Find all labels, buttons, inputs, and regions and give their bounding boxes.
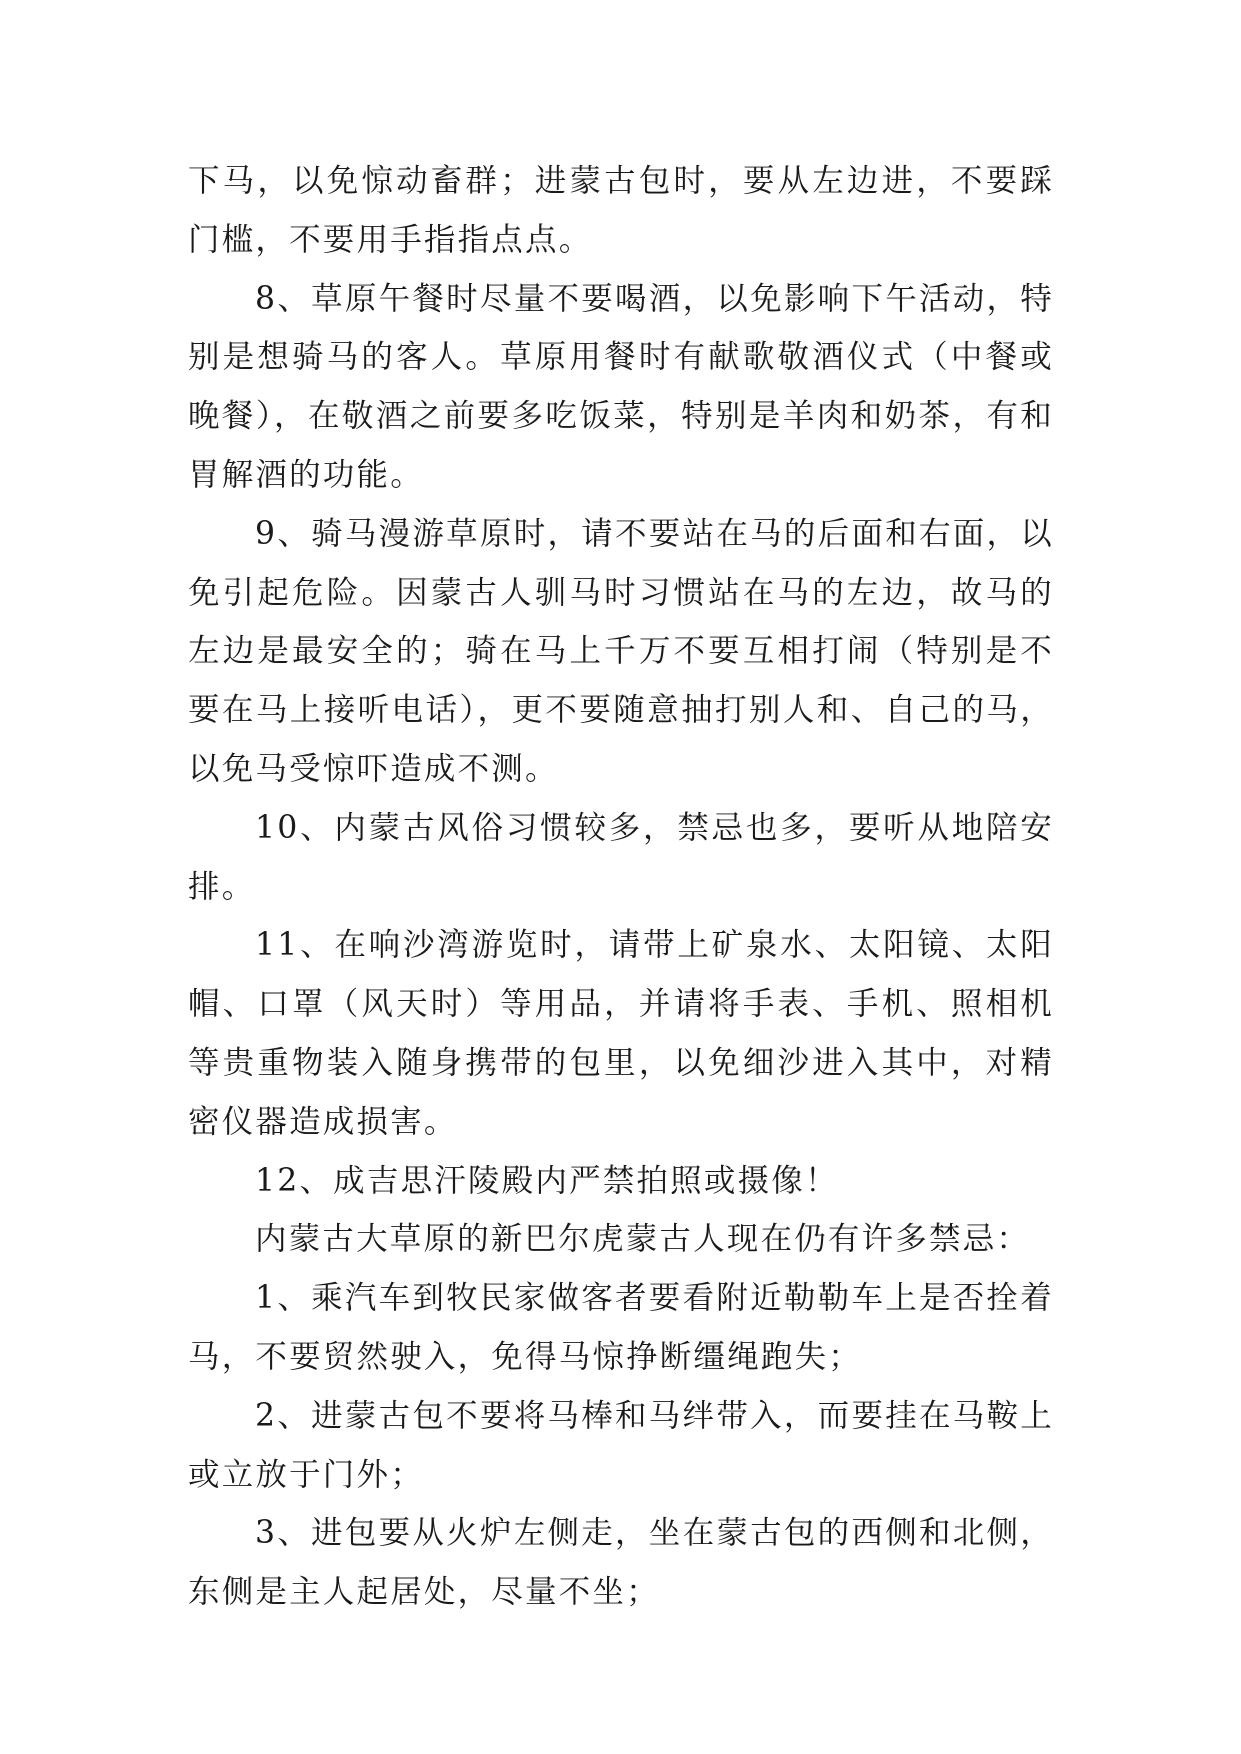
paragraph-taboo-2: 2、进蒙古包不要将马棒和马绊带入，而要挂在马鞍上或立放于门外； <box>188 1397 1054 1493</box>
paragraph-taboo-1: 1、乘汽车到牧民家做客者要看附近勒勒车上是否拴着马，不要贸然驶入，免得马惊挣断缰绳跑失； <box>188 1280 1054 1375</box>
paragraph-taboo-3: 3、进包要从火炉左侧走，坐在蒙古包的西侧和北侧，东侧是主人起居处，尽量不坐； <box>188 1515 1054 1611</box>
paragraph-item-10: 10、内蒙古风俗习惯较多，禁忌也多，要听从地陪安排。 <box>188 809 1054 905</box>
paragraph-continuation: 下马，以免惊动畜群；进蒙古包时，要从左边进，不要踩门槛，不要用手指指点点。 <box>188 163 1054 258</box>
paragraph-item-9: 9、骑马漫游草原时，请不要站在马的后面和右面，以免引起危险。因蒙古人驯马时习惯站在马的左边，故马的左边是最安全的；骑在马上千万不要互相打闹（特别是不要在马上接听电话），更不要随意抽打别人和、自己的马，以免马受惊吓造成不测。 <box>188 515 1054 787</box>
document-page <box>188 152 1054 1622</box>
paragraph-taboos-intro: 内蒙古大草原的新巴尔虎蒙古人现在仍有许多禁忌： <box>255 1221 1031 1258</box>
paragraph-item-8: 8、草原午餐时尽量不要喝酒，以免影响下午活动，特别是想骑马的客人。草原用餐时有献歌敬酒仪式（中餐或晚餐），在敬酒之前要多吃饭菜，特别是羊肉和奶茶，有和胃解酒的功能。 <box>188 280 1054 493</box>
paragraph-item-12: 12、成吉思汗陵殿内严禁拍照或摄像！ <box>255 1162 839 1199</box>
paragraph-item-11: 11、在响沙湾游览时，请带上矿泉水、太阳镜、太阳帽、口罩（风天时）等用品，并请将手表、手机、照相机等贵重物装入随身携带的包里，以免细沙进入其中，对精密仪器造成损害。 <box>188 927 1054 1140</box>
